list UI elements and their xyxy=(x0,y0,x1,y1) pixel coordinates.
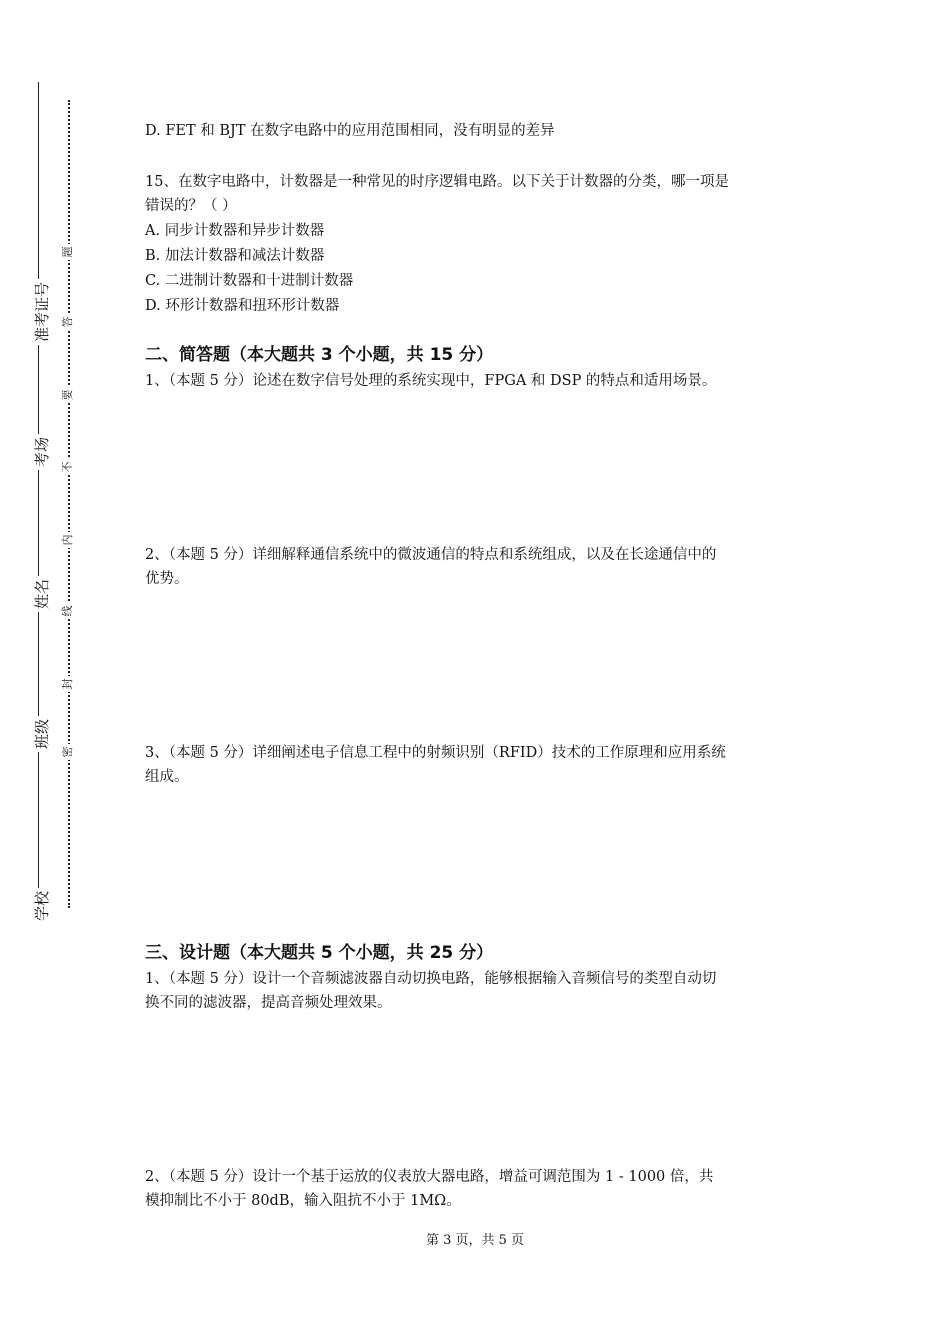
q15-stem-cont: 错误的？（ ） xyxy=(145,198,237,214)
seal-char: 密 xyxy=(61,744,75,760)
field-class: 班级 xyxy=(33,716,51,752)
field-name: 姓名 xyxy=(33,576,51,612)
q15-option-d: D. 环形计数器和扭环形计数器 xyxy=(145,298,340,314)
q15-option-c: C. 二进制计数器和十进制计数器 xyxy=(145,273,354,289)
seal-char: 线 xyxy=(61,603,75,619)
s2-question-3-cont: 组成。 xyxy=(145,769,189,785)
seal-char: 内 xyxy=(61,532,75,548)
seal-char: 封 xyxy=(61,676,75,692)
section2-heading: 二、简答题（本大题共 3 个小题，共 15 分） xyxy=(145,345,494,365)
s3-question-1: 1、（本题 5 分）设计一个音频滤波器自动切换电路，能够根据输入音频信号的类型自动切 xyxy=(145,971,717,987)
seal-char: 题 xyxy=(61,244,75,260)
seal-char: 要 xyxy=(61,387,75,403)
seal-char: 不 xyxy=(61,459,75,475)
binding-dotted-line xyxy=(68,100,70,908)
page-number: 第 3 页，共 5 页 xyxy=(425,1233,525,1248)
q15-option-b: B. 加法计数器和减法计数器 xyxy=(145,248,325,264)
binding-solid-line xyxy=(38,82,39,920)
field-exam-number: 准考证号 xyxy=(33,279,51,345)
s3-question-2-cont: 模抑制比不小于 80dB，输入阻抗不小于 1MΩ。 xyxy=(145,1193,461,1209)
q14-option-d: D. FET 和 BJT 在数字电路中的应用范围相同，没有明显的差异 xyxy=(145,123,555,139)
section3-heading: 三、设计题（本大题共 5 个小题，共 25 分） xyxy=(145,943,494,963)
seal-char: 答 xyxy=(61,314,75,330)
s2-question-3: 3、（本题 5 分）详细阐述电子信息工程中的射频识别（RFID）技术的工作原理和应用系统 xyxy=(145,745,726,761)
q15-stem: 15、在数字电路中，计数器是一种常见的时序逻辑电路。以下关于计数器的分类，哪一项是 xyxy=(145,174,729,190)
field-exam-room: 考场 xyxy=(33,434,51,470)
field-school: 学校 xyxy=(33,888,51,924)
s2-question-2: 2、（本题 5 分）详细解释通信系统中的微波通信的特点和系统组成，以及在长途通信中的 xyxy=(145,547,717,563)
s2-question-2-cont: 优势。 xyxy=(145,571,189,587)
s3-question-2: 2、（本题 5 分）设计一个基于运放的仪表放大器电路，增益可调范围为 1 - 1000 倍，共 xyxy=(145,1169,714,1185)
s3-question-1-cont: 换不同的滤波器，提高音频处理效果。 xyxy=(145,995,392,1011)
q15-option-a: A. 同步计数器和异步计数器 xyxy=(145,223,325,239)
s2-question-1: 1、（本题 5 分）论述在数字信号处理的系统实现中，FPGA 和 DSP 的特点和适用场景。 xyxy=(145,373,717,389)
